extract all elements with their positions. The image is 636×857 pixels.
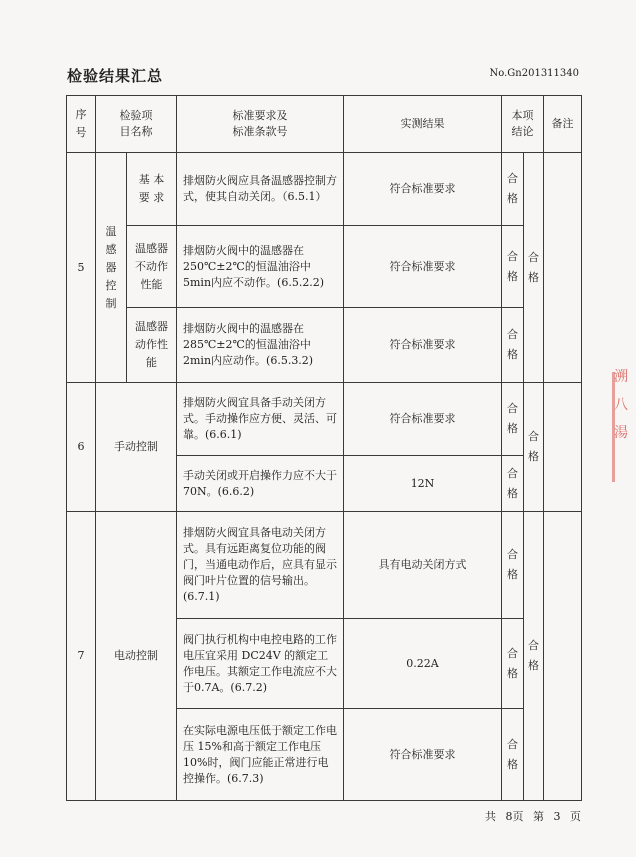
- row-seq: 6: [67, 383, 96, 512]
- measured-result: 具有电动关闭方式: [344, 512, 502, 619]
- item-conclusion: 合 格: [502, 619, 524, 709]
- item-conclusion: 合 格: [502, 308, 524, 383]
- stamp-char: 八: [614, 397, 628, 413]
- measured-result: 符合标准要求: [344, 383, 502, 456]
- inspection-results-table: [66, 95, 582, 801]
- measured-result: 符合标准要求: [344, 153, 502, 226]
- measured-result: 12N: [344, 456, 502, 512]
- table-row: [67, 308, 582, 383]
- table-row: [67, 153, 582, 226]
- table-row: [67, 226, 582, 308]
- sub-item-name: 温感器 不动作 性能: [127, 226, 177, 308]
- measured-result: 符合标准要求: [344, 226, 502, 308]
- page-title: 检验结果汇总: [67, 67, 164, 85]
- measured-result: 0.22A: [344, 619, 502, 709]
- standard-text: 在实际电源电压低于额定工作电压 15%和高于额定工作电压 10%时，阀门应能正常进行电控操作。(6.7.3): [177, 709, 344, 801]
- sub-item-name: 温感器 动作性 能: [127, 308, 177, 383]
- seal-stamp: [614, 363, 632, 483]
- measured-result: 符合标准要求: [344, 709, 502, 801]
- standard-text: 阀门执行机构中电控电路的工作电压宜采用 DC24V 的额定工作电压。其额定工作电流应不大于0.7A。(6.7.2): [177, 619, 344, 709]
- col-header-conclusion: 本项 结论: [502, 96, 544, 153]
- standard-text: 排烟防火阀中的温感器在285℃±2℃的恒温油浴中2min内应动作。(6.5.3.2): [177, 308, 344, 383]
- item-conclusion: 合 格: [502, 456, 524, 512]
- standard-text: 排烟防火阀应具备温感器控制方式，使其自动关闭。（6.5.1）: [177, 153, 344, 226]
- table-row: [67, 383, 582, 456]
- col-header-seq: 序 号: [67, 96, 96, 153]
- remark-cell: [544, 153, 582, 383]
- item-conclusion: 合 格: [502, 383, 524, 456]
- remark-cell: [544, 383, 582, 512]
- item-conclusion: 合 格: [502, 709, 524, 801]
- group-conclusion: 合 格: [524, 383, 544, 512]
- col-header-item: 检验项 目名称: [96, 96, 177, 153]
- standard-text: 排烟防火阀宜具备电动关闭方式。具有远距离复位功能的阀门，当通电动作后，应具有显示阀门叶片位置的信号输出。(6.7.1): [177, 512, 344, 619]
- group-conclusion: 合 格: [524, 153, 544, 383]
- col-header-remark: 备注: [544, 96, 582, 153]
- row-item-name: 手动控制: [96, 383, 177, 512]
- row-item-name: 电动控制: [96, 512, 177, 801]
- report-number: No.Gn201311340: [489, 68, 579, 79]
- group-conclusion: 合 格: [524, 512, 544, 801]
- sub-item-name: 基 本 要 求: [127, 153, 177, 226]
- row-seq: 5: [67, 153, 96, 383]
- standard-text: 排烟防火阀宜具备手动关闭方式。手动操作应方便、灵活、可靠。(6.6.1): [177, 383, 344, 456]
- stamp-char: 溯: [614, 369, 628, 385]
- standard-text: 手动关闭或开启操作力应不大于70N。(6.6.2): [177, 456, 344, 512]
- item-conclusion: 合 格: [502, 153, 524, 226]
- page-count: 共 8页 第 3 页: [485, 810, 581, 823]
- row-item-name: 温 感 器 控 制: [96, 153, 127, 383]
- row-seq: 7: [67, 512, 96, 801]
- remark-cell: [544, 512, 582, 801]
- item-conclusion: 合 格: [502, 512, 524, 619]
- standard-text: 排烟防火阀中的温感器在250℃±2℃的恒温油浴中5min内应不动作。(6.5.2.2): [177, 226, 344, 308]
- item-conclusion: 合 格: [502, 226, 524, 308]
- col-header-standard: 标准要求及 标准条款号: [177, 96, 344, 153]
- stamp-char: 湯: [614, 425, 628, 441]
- measured-result: 符合标准要求: [344, 308, 502, 383]
- table-header-row: [67, 96, 582, 153]
- col-header-measured: 实测结果: [344, 96, 502, 153]
- table-row: [67, 512, 582, 619]
